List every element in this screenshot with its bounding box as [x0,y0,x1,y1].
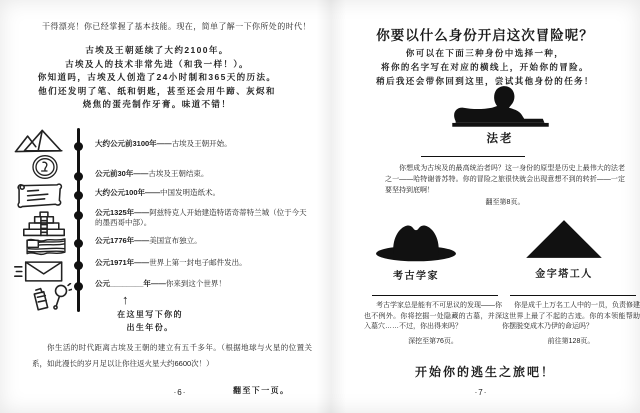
timeline-dot [74,282,83,291]
sphinx-icon [443,84,558,128]
footnote-text: 你生活的时代距离古埃及王朝的建立有五千多年。（根据地球与火星的位置关系，如此漫长的岁月足以让你往返火星大约6600次！） [32,343,312,368]
name-blank-line [510,295,636,296]
timeline-dot [74,142,83,151]
note-line: 你知道吗，古埃及人创造了24小时制和365天的历法。 [37,72,277,82]
pyramid-icon [522,216,606,262]
timeline-dot [74,191,83,200]
timeline-entry [95,169,309,179]
identity-intro [350,46,620,88]
email-icon [13,259,65,284]
us-flag-icon [25,236,67,260]
timeline-dot [74,211,83,220]
aztec-temple-icon [20,209,68,237]
archaeologist-description: 考古学家总是能有不可思议的发现——你也不例外。你将挖掘一处隐藏的古墓，并深入墓穴……不过，你出得来吗？ [364,302,502,330]
note-line: 他们还发明了笔、纸和钥匙，甚至还会用牛蹄、灰烬和 [38,85,276,96]
timeline-entry [95,279,309,289]
timeline-year: 公元1325年—— [95,208,150,217]
timeline-event: 美国宣布独立。 [149,236,202,245]
pyramid-worker-description: 你是成千上万名工人中的一员，负责修建这世界上最了不起的古迹。你的本领能帮助你摆脱变成木乃伊的命运吗？ [502,302,640,330]
pyramid-worker-goto: 前往第128页。 [547,338,595,345]
timeline-year: 公元前30年—— [95,169,149,178]
turn-page-note: 翻至下一页。 [233,386,290,395]
timeline-event: 古埃及王朝结束。 [148,169,209,178]
pharaoh-goto: 翻至第8页。 [485,199,525,206]
handwritten-note [32,44,282,112]
intro-line: 你可以在下面三种身份中选择一种， [405,48,565,58]
timeline-year: 大约公元100年—— [95,188,161,197]
character-name-pharaoh: 法老 [486,133,514,145]
name-blank-line [421,156,525,157]
archaeologist-goto: 深挖至第76页。 [408,338,458,345]
timeline-entry [95,208,309,228]
timeline-year: 公元1776年—— [95,236,150,245]
birth-year-note [90,308,210,334]
baby-bottle-rattle-icon [28,283,72,313]
name-blank-line [372,295,498,296]
timeline-event: 世界上第一封电子邮件发出。 [149,258,247,267]
timeline-event: 阿兹特克人开始建造特诺奇蒂特兰城（位于今天的墨西哥中部）。 [95,208,307,227]
note-line: 烧焦的蛋壳制作牙膏。味道不错！ [82,99,232,109]
character-name-archaeologist: 考古学家 [393,271,439,282]
character-name-pyramid-worker: 金字塔工人 [535,269,593,280]
page-number-left: ·6· [173,388,187,397]
note-line: 古埃及王朝延续了大约2100年。 [85,45,229,55]
note-line: 古埃及人的技术非常先进（和我一样！）。 [65,58,249,69]
timeline-event: 你来到这个世界！ [165,279,226,288]
timeline-entry [95,188,309,198]
intro-line: 稍后我还会带你回到这里，尝试其他身份的任务！ [376,76,594,86]
call-to-action: 开始你的逃生之旅吧！ [414,365,555,379]
intro-line: 将你的名字写在对应的横线上，开始你的冒险。 [381,62,589,72]
birth-note-line: 出生年份。 [126,323,174,332]
timeline-year: 大约公元前3100年—— [95,139,172,148]
right-page [330,0,640,413]
timeline-year: 公元________年—— [95,279,166,288]
arrow-up-icon: ↑ [122,292,129,307]
timeline-event: 古埃及王朝开始。 [171,139,232,148]
timeline-dot [74,239,83,248]
timeline-dot [74,172,83,181]
chapter-intro-text: 干得漂亮！你已经掌握了基本技能。现在，简单了解一下你所处的时代！ [42,22,311,31]
timeline-year: 公元1971年—— [95,258,150,267]
pyramids-icon [14,128,64,154]
timeline-entry [95,258,309,268]
page-title: 你要以什么身份开启这次冒险呢？ [376,28,594,43]
fedora-hat-icon [374,217,458,265]
timeline-event: 中国发明造纸术。 [160,188,221,197]
coin-icon [25,153,65,181]
birth-note-line: 在这里写下你的 [117,310,183,319]
timeline-entry [95,236,309,246]
pharaoh-description: 你想成为古埃及的最高统治者吗？这一身份的原型是历史上最伟大的法老之一——哈特谢普苏特。你的冒险之旅很快就会出现意想不到的转折——一定要坚持到底啊！ [385,165,625,194]
timeline-dot [74,261,83,270]
page-number-right: ·7· [474,388,488,397]
scroll-icon [15,181,65,212]
timeline-entry [95,139,309,149]
